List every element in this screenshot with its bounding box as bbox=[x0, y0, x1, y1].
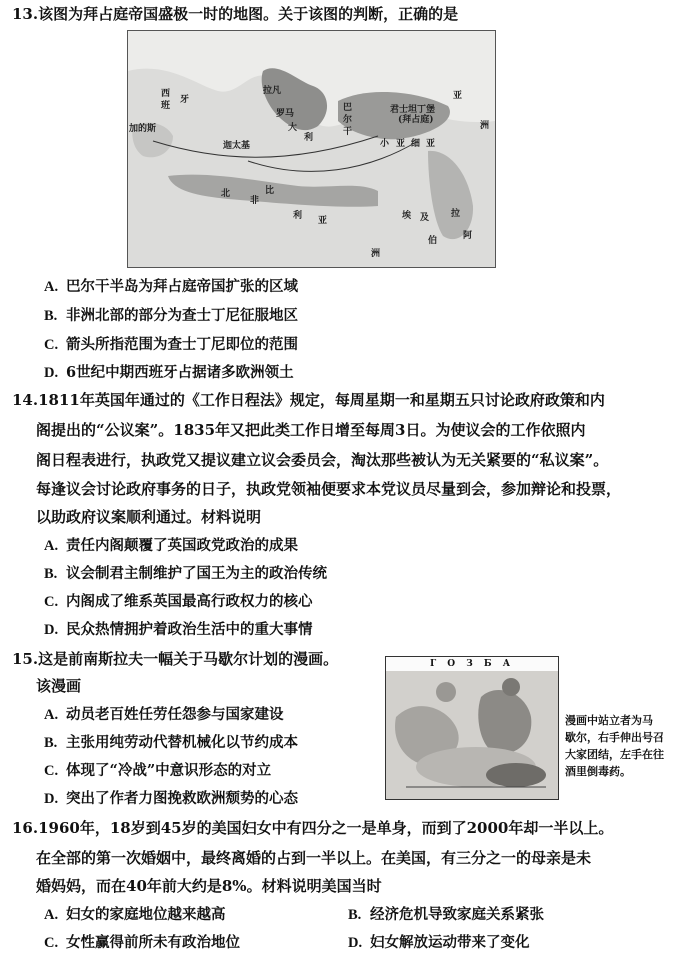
q14-stem-line: 14.1811年英国年通过的《工作日程法》规定，每周星期一和星期五只讨论政府政策和内 bbox=[12, 391, 605, 409]
map-label: 西 bbox=[161, 89, 171, 99]
marshall-plan-cartoon bbox=[385, 656, 559, 800]
q14-option-a[interactable]: A. 责任内阁颠覆了英国政党政治的成果 bbox=[44, 537, 298, 554]
q16-stem-line: 婚妈妈，而在40年前大约是8%。材料说明美国当时 bbox=[36, 877, 382, 895]
map-label: 亚 bbox=[453, 91, 463, 101]
map-label: 利 bbox=[293, 211, 303, 221]
map-label: (拜占庭) bbox=[398, 115, 434, 125]
map-label: 非 bbox=[250, 196, 260, 206]
map-label: 牙 bbox=[180, 95, 190, 105]
map-label: 加的斯 bbox=[129, 124, 157, 134]
map-label: 班 bbox=[161, 101, 171, 111]
q15-stem-2: 该漫画 bbox=[36, 677, 82, 695]
map-label: 埃 bbox=[402, 211, 412, 221]
q16-option-a[interactable]: A. 妇女的家庭地位越来越高 bbox=[44, 906, 226, 923]
map-label: 利 bbox=[304, 133, 314, 143]
q14-stem-line: 阁日程表进行，执政党又提议建立议会委员会，淘汰那些被认为无关紧要的“私议案”。 bbox=[36, 451, 609, 469]
q15-option-c[interactable]: C. 体现了“冷战”中意识形态的对立 bbox=[44, 762, 272, 779]
q16-option-c[interactable]: C. 女性赢得前所未有政治地位 bbox=[44, 934, 240, 951]
q14-stem-line: 每逢议会讨论政府事务的日子，执政党领袖便要求本党议员尽量到会，参加辩论和投票， bbox=[36, 480, 622, 498]
map-label: 迦太基 bbox=[223, 141, 251, 151]
map-label: 亚 bbox=[318, 216, 328, 226]
map-label: 君士坦丁堡 bbox=[390, 105, 436, 115]
q14-stem-line: 以助政府议案顺利通过。材料说明 bbox=[36, 508, 262, 526]
map-label: 亚 bbox=[396, 139, 406, 149]
map-label: 罗马 bbox=[276, 109, 295, 119]
map-label: 洲 bbox=[480, 121, 490, 131]
cartoon-header: Г О З Б А bbox=[386, 657, 558, 671]
map-label: 洲 bbox=[371, 249, 381, 259]
map-label: 拉凡 bbox=[263, 86, 282, 96]
q14-option-d[interactable]: D. 民众热情拥护着政治生活中的重大事情 bbox=[44, 621, 313, 638]
map-label: 细 bbox=[411, 139, 421, 149]
q13-option-c[interactable]: C. 箭头所指范围为查士丁尼即位的范围 bbox=[44, 336, 298, 353]
map-label: 比 bbox=[265, 186, 275, 196]
map-label: 干 bbox=[343, 127, 353, 137]
q14-option-b[interactable]: B. 议会制君主制维护了国王为主的政治传统 bbox=[44, 565, 327, 582]
q15-stem: 15.这是前南斯拉夫一幅关于马歇尔计划的漫画。 bbox=[12, 650, 339, 668]
map-label: 拉 bbox=[451, 209, 461, 219]
q16-stem-line: 在全部的第一次婚姻中，最终离婚的占到一半以上。在美国，有三分之一的母亲是未 bbox=[36, 849, 592, 867]
cartoon-drawing bbox=[386, 657, 558, 799]
map-label: 及 bbox=[420, 213, 430, 223]
map-drawing bbox=[128, 31, 495, 267]
q15-option-d[interactable]: D. 突出了作者力图挽救欧洲颓势的心态 bbox=[44, 790, 298, 807]
q16-option-b[interactable]: B. 经济危机导致家庭关系紧张 bbox=[348, 906, 544, 923]
q15-option-a[interactable]: A. 动员老百姓任劳任怨参与国家建设 bbox=[44, 706, 284, 723]
map-label: 小 bbox=[380, 139, 390, 149]
map-label: 尔 bbox=[343, 115, 353, 125]
map-label: 阿 bbox=[463, 231, 473, 241]
cartoon-caption: 漫画中站立者为马 歇尔，右手伸出号召 大家团结，左手在往 酒里倒毒药。 bbox=[565, 714, 664, 778]
q16-option-d[interactable]: D. 妇女解放运动带来了变化 bbox=[348, 934, 530, 951]
q16-stem-line: 16.1960年，18岁到45岁的美国妇女中有四分之一是单身，而到了2000年却一半以上。 bbox=[12, 819, 614, 837]
map-label: 北 bbox=[221, 189, 231, 199]
q14-stem-line: 阁提出的“公议案”。1835年又把此类工作日增至每周3日。为使议会的工作依照内 bbox=[36, 421, 586, 439]
map-label: 大 bbox=[288, 123, 298, 133]
q13-stem: 13.该图为拜占庭帝国盛极一时的地图。关于该图的判断，正确的是 bbox=[12, 5, 459, 23]
map-label: 伯 bbox=[428, 236, 438, 246]
q14-option-c[interactable]: C. 内阁成了维系英国最高行政权力的核心 bbox=[44, 593, 313, 610]
q13-option-d[interactable]: D. 6世纪中期西班牙占据诸多欧洲领土 bbox=[44, 364, 294, 381]
map-label: 巴 bbox=[343, 103, 353, 113]
byzantine-map bbox=[127, 30, 496, 268]
map-label: 亚 bbox=[426, 139, 436, 149]
q13-option-b[interactable]: B. 非洲北部的部分为查士丁尼征服地区 bbox=[44, 307, 298, 324]
q15-option-b[interactable]: B. 主张用纯劳动代替机械化以节约成本 bbox=[44, 734, 298, 751]
q13-option-a[interactable]: A. 巴尔干半岛为拜占庭帝国扩张的区域 bbox=[44, 278, 298, 295]
